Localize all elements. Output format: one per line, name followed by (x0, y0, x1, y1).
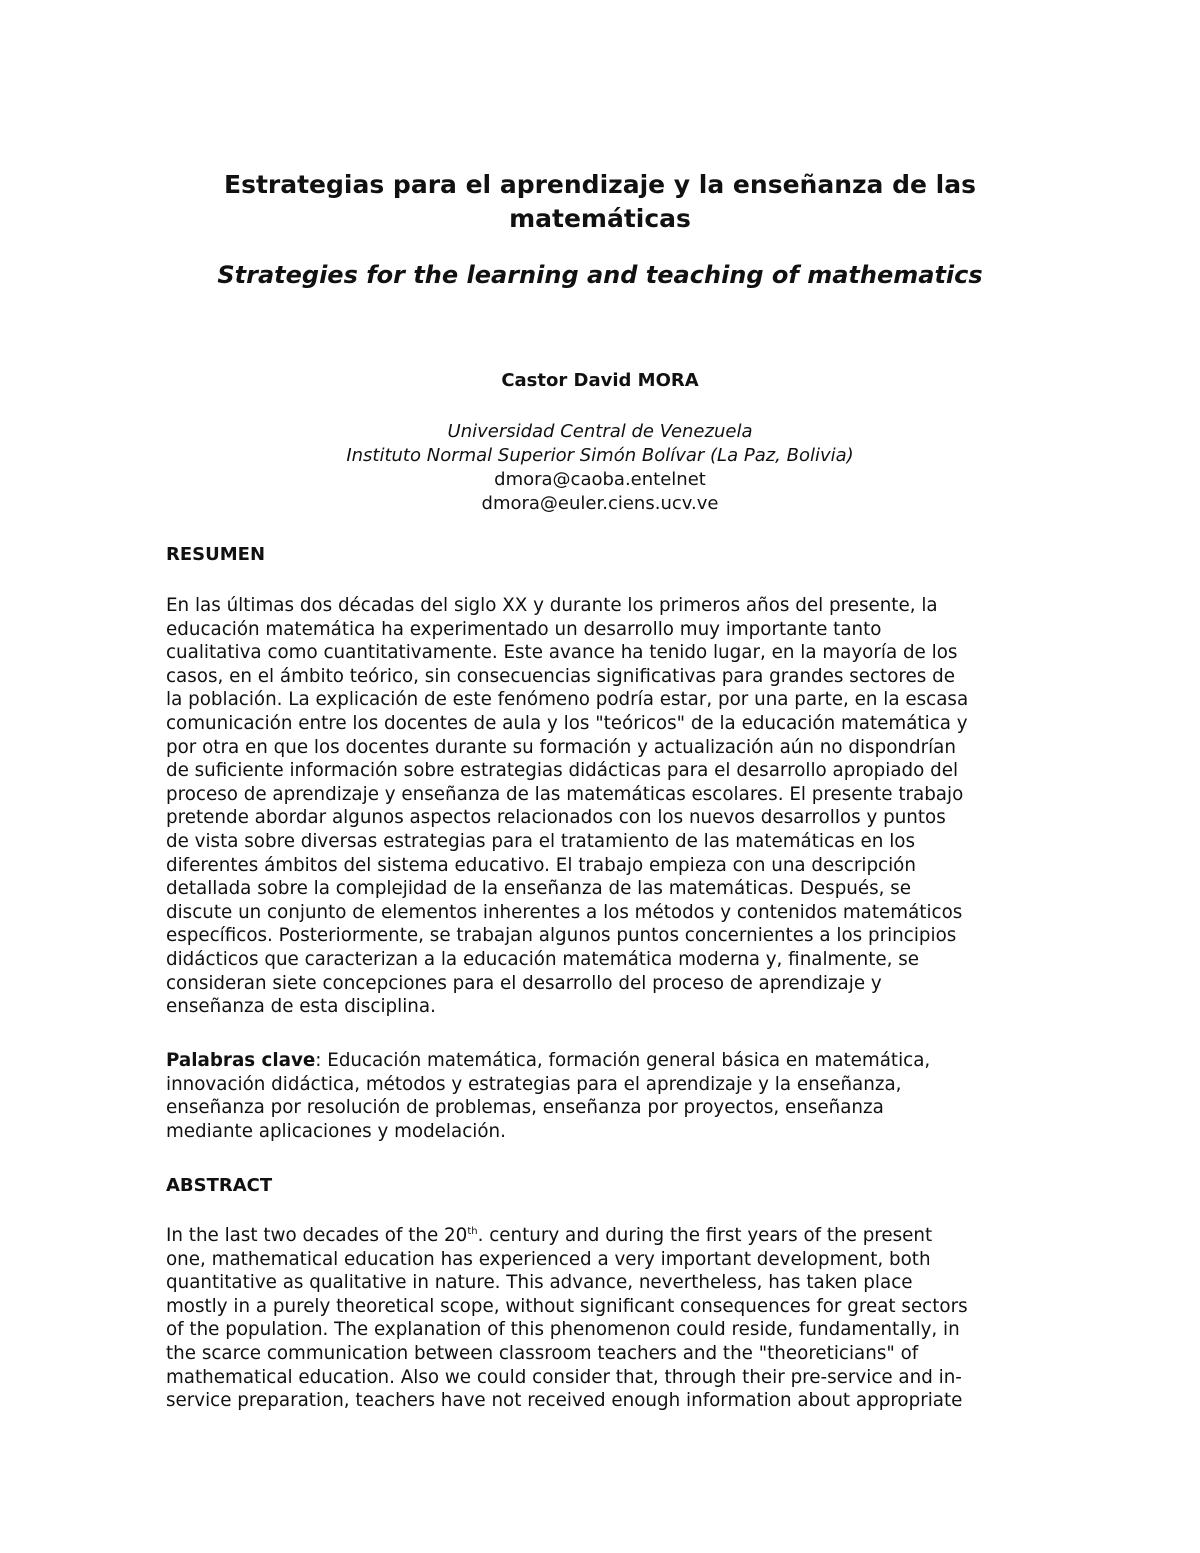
abstract-line: one, mathematical education has experienced a very important development, both (166, 1248, 931, 1270)
abstract-line: mostly in a purely theoretical scope, without significant consequences for great sectors (166, 1295, 968, 1317)
keywords-line: innovación didáctica, métodos y estrategias para el aprendizaje y la enseñanza, (166, 1073, 902, 1095)
title-spanish (0, 168, 1200, 236)
abstract-line: quantitative as qualitative in nature. This advance, nevertheless, has taken place (166, 1272, 913, 1294)
abstract-line (166, 1224, 1046, 1248)
title-spanish-line-2: matemáticas (509, 204, 691, 233)
resumen-line: educación matemática ha experimentado un desarrollo muy importante tanto (166, 618, 882, 640)
abstract-paragraph (166, 1224, 1046, 1413)
resumen-line: detallada sobre la complejidad de la enseñanza de las matemáticas. Después, se (166, 878, 912, 900)
abstract-first-line-end: . century and during the first years of the present (477, 1225, 933, 1246)
abstract-line: mathematical education. Also we could consider that, through their pre-service and in- (166, 1366, 962, 1388)
resumen-line: por otra en que los docentes durante su formación y actualización aún no dispondrían (166, 736, 956, 758)
affiliation-university: Universidad Central de Venezuela (447, 421, 753, 442)
author-email-1: dmora@caoba.entelnet (494, 469, 706, 490)
keywords-line: enseñanza por resolución de problemas, enseñanza por proyectos, enseñanza (166, 1097, 884, 1119)
resumen-line: discute un conjunto de elementos inherentes a los métodos y contenidos matemáticos (166, 901, 963, 923)
abstract-heading: ABSTRACT (166, 1175, 273, 1196)
resumen-line: pretende abordar algunos aspectos relacionados con los nuevos desarrollos y puntos (166, 807, 946, 829)
resumen-line: de vista sobre diversas estrategias para el tratamiento de las matemáticas en los (166, 830, 915, 852)
resumen-line: de suficiente información sobre estrategias didácticas para el desarrollo apropiado del (166, 760, 959, 782)
resumen-line: específicos. Posteriormente, se trabajan algunos puntos concernientes a los principios (166, 925, 957, 947)
title-english: Strategies for the learning and teaching of mathematics (217, 261, 983, 289)
abstract-first-line-start: In the last two decades of the 20 (166, 1225, 468, 1246)
resumen-line: didácticos que caracterizan a la educación matemática moderna y, finalmente, se (166, 948, 920, 970)
resumen-heading: RESUMEN (166, 544, 266, 565)
keywords-line: mediante aplicaciones y modelación. (166, 1120, 506, 1142)
title-spanish-line-1: Estrategias para el aprendizaje y la enseñanza de las (224, 170, 976, 199)
resumen-line: cualitativa como cuantitativamente. Este avance ha tenido lugar, en la mayoría de los (166, 642, 958, 664)
author-name: Castor David MORA (501, 370, 699, 391)
resumen-line: diferentes ámbitos del sistema educativo. El trabajo empieza con una descripción (166, 854, 916, 876)
resumen-line: consideran siete concepciones para el desarrollo del proceso de aprendizaje y (166, 972, 882, 994)
affiliation-institute: Instituto Normal Superior Simón Bolívar (La Paz, Bolivia) (346, 445, 854, 466)
keywords-first-line: : Educación matemática, formación general básica en matemática, (315, 1050, 931, 1071)
author-email-2: dmora@euler.ciens.ucv.ve (481, 493, 719, 514)
resumen-line: proceso de aprendizaje y enseñanza de las matemáticas escolares. El presente trabajo (166, 783, 964, 805)
abstract-line: of the population. The explanation of this phenomenon could reside, fundamentally, in (166, 1319, 960, 1341)
keywords-label: Palabras clave (166, 1050, 316, 1071)
resumen-line: casos, en el ámbito teórico, sin consecuencias significativas para grandes sectores de (166, 665, 955, 687)
resumen-line: comunicación entre los docentes de aula y los "teóricos" de la educación matemática y (166, 712, 968, 734)
abstract-line: the scarce communication between classroom teachers and the "theoreticians" of (166, 1342, 919, 1364)
resumen-line: la población. La explicación de este fenómeno podría estar, por una parte, en la escasa (166, 689, 969, 711)
ordinal-superscript: th (467, 1226, 478, 1237)
abstract-line: service preparation, teachers have not received enough information about appropriate (166, 1390, 963, 1412)
keywords-paragraph (166, 1049, 1046, 1143)
resumen-paragraph (166, 594, 1046, 1019)
resumen-line: enseñanza de esta disciplina. (166, 996, 436, 1018)
resumen-line: En las últimas dos décadas del siglo XX y durante los primeros años del presente, la (166, 595, 938, 616)
keywords-line (166, 1049, 1046, 1073)
